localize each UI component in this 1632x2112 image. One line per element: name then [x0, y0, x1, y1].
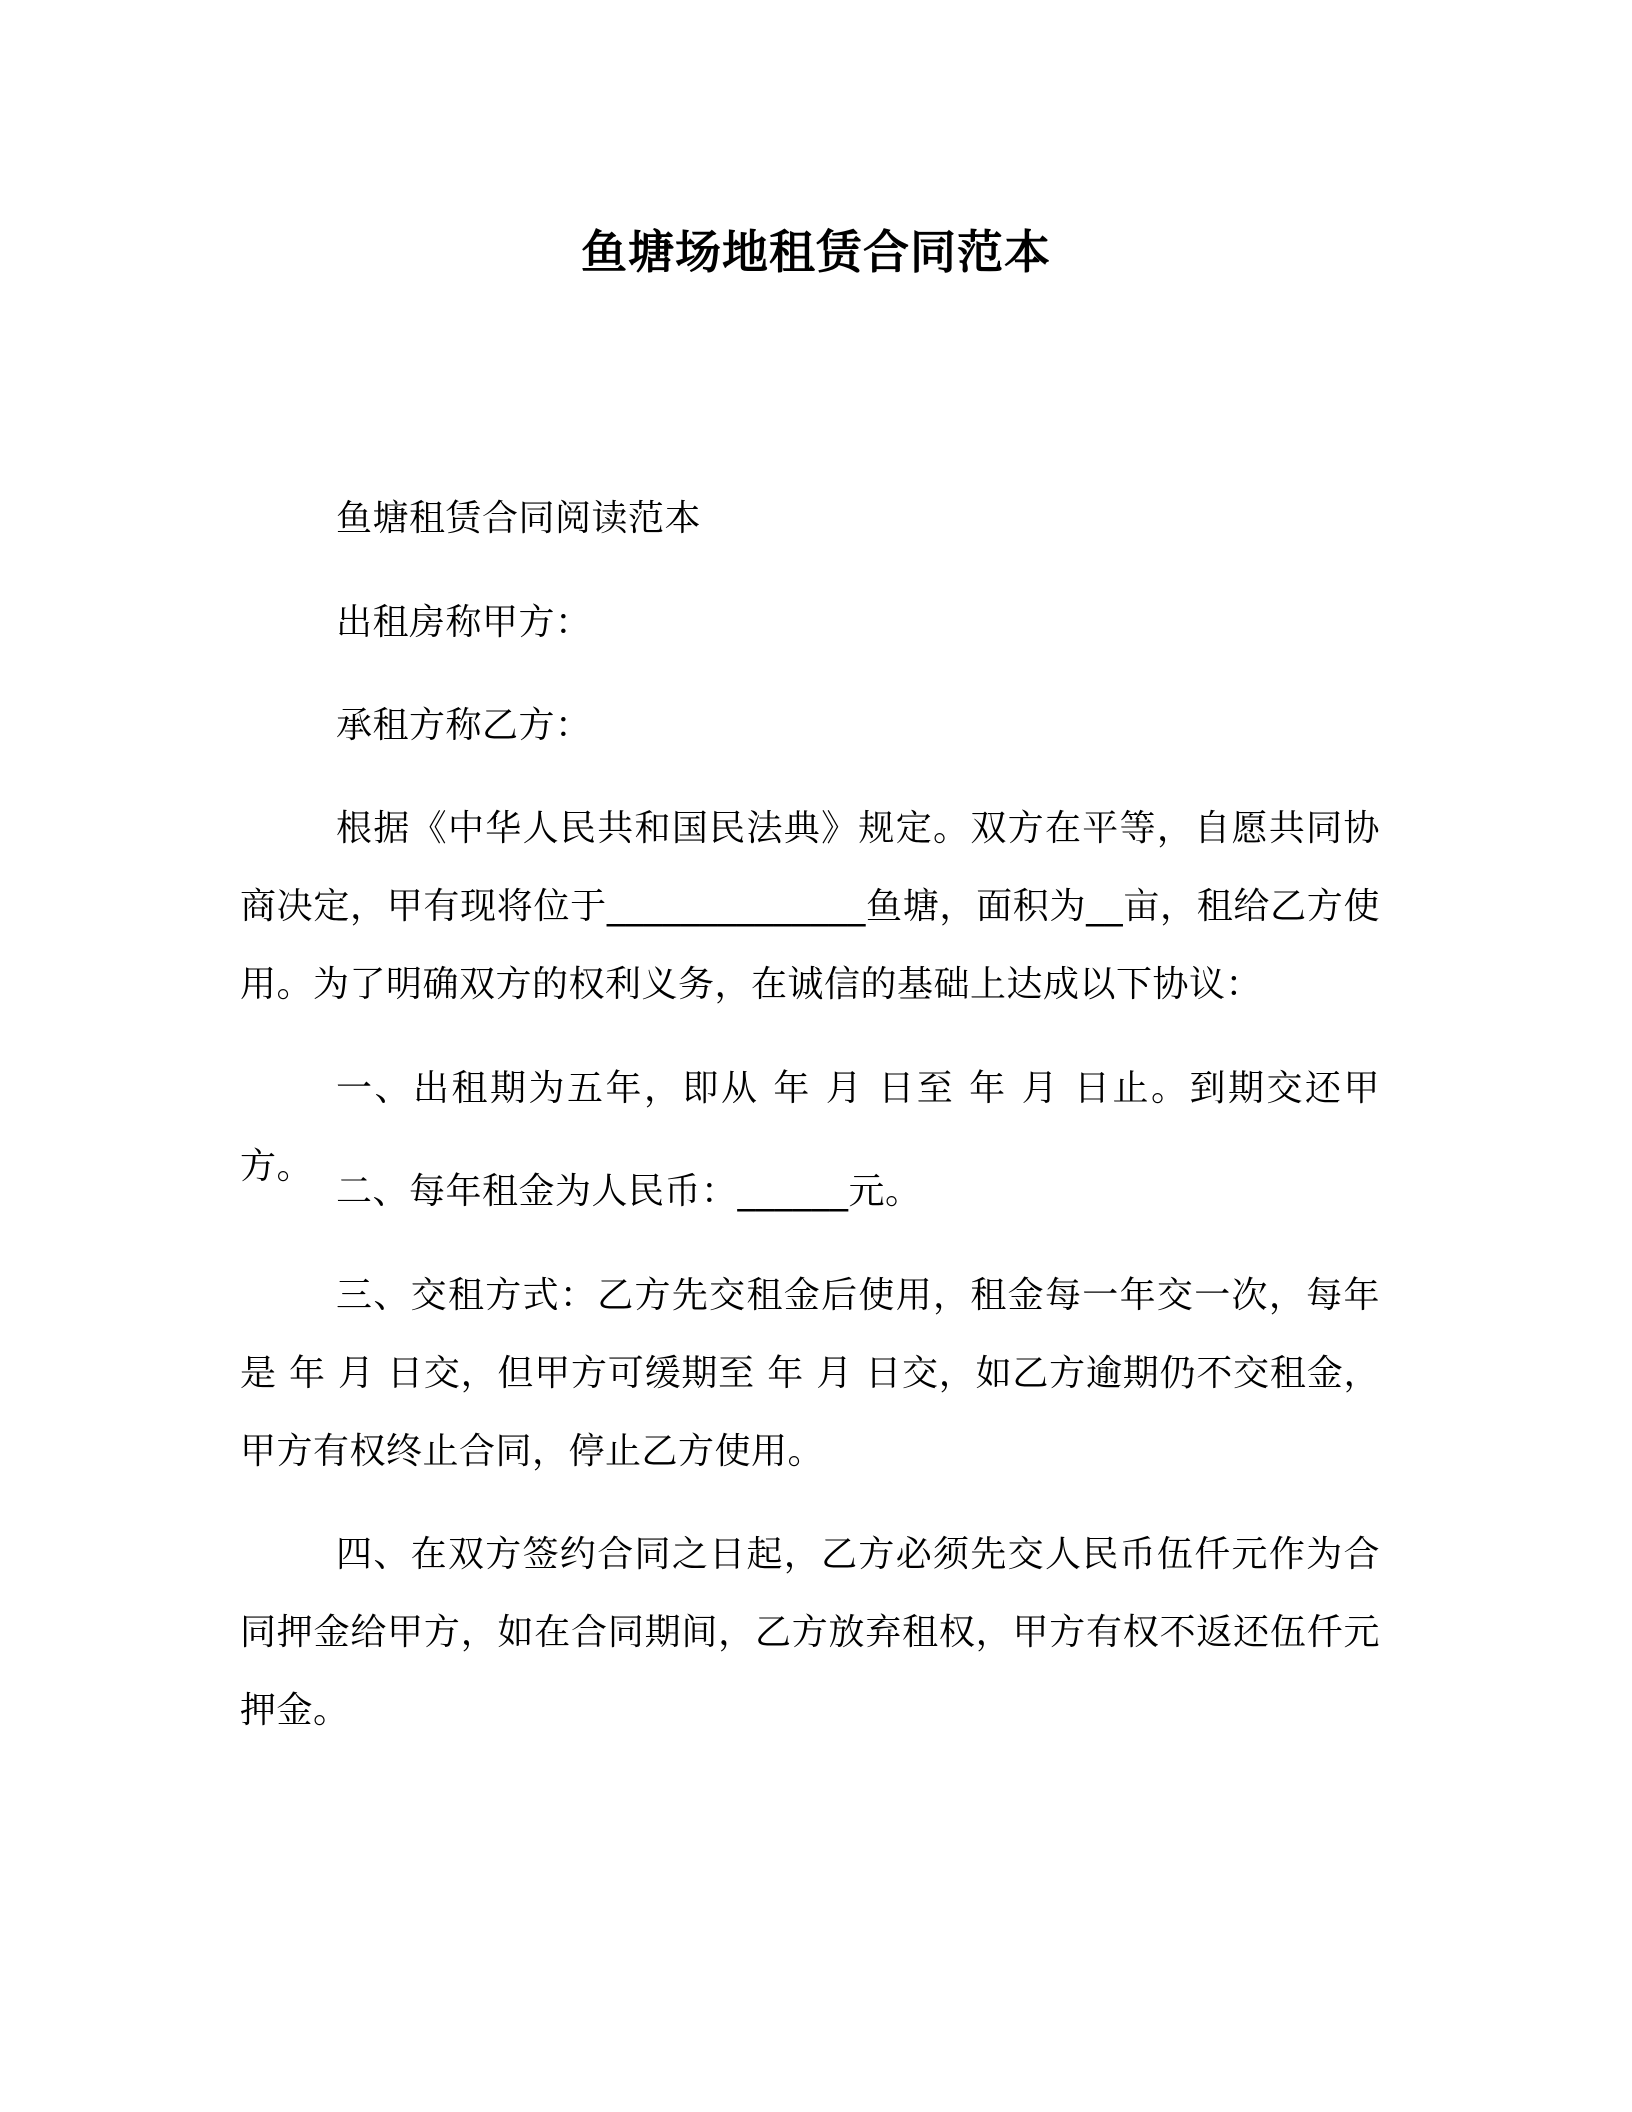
paragraph-term-1: 一、出租期为五年，即从 年 月 日至 年 月 日止。到期交还甲方。 — [240, 1068, 1380, 1187]
document-title: 鱼塘场地租赁合同范本 — [581, 225, 1051, 279]
paragraph-subtitle: 鱼塘租赁合同阅读范本 — [336, 498, 702, 539]
paragraph-term-4: 四、在双方签约合同之日起，乙方必须先交人民币伍仟元作为合同押金给甲方，如在合同期间，乙方放弃租权，甲方有权不返还伍仟元押金。 — [240, 1534, 1380, 1731]
paragraph-term-2: 二、每年租金为人民币：______元。 — [336, 1171, 922, 1212]
paragraph-intro: 根据《中华人民共和国民法典》规定。双方在平等，自愿共同协商决定，甲有现将位于______________鱼塘，面积为__亩，租给乙方使用。为了明确双方的权利义务，在诚信的基础上达成以下协议： — [240, 808, 1380, 1005]
paragraph-lessor: 出租房称甲方： — [336, 602, 592, 643]
paragraph-term-3: 三、交租方式：乙方先交租金后使用，租金每一年交一次，每年是 年 月 日交，但甲方可缓期至 年 月 日交，如乙方逾期仍不交租金，甲方有权终止合同，停止乙方使用。 — [240, 1275, 1380, 1472]
paragraph-lessee: 承租方称乙方： — [336, 705, 592, 746]
